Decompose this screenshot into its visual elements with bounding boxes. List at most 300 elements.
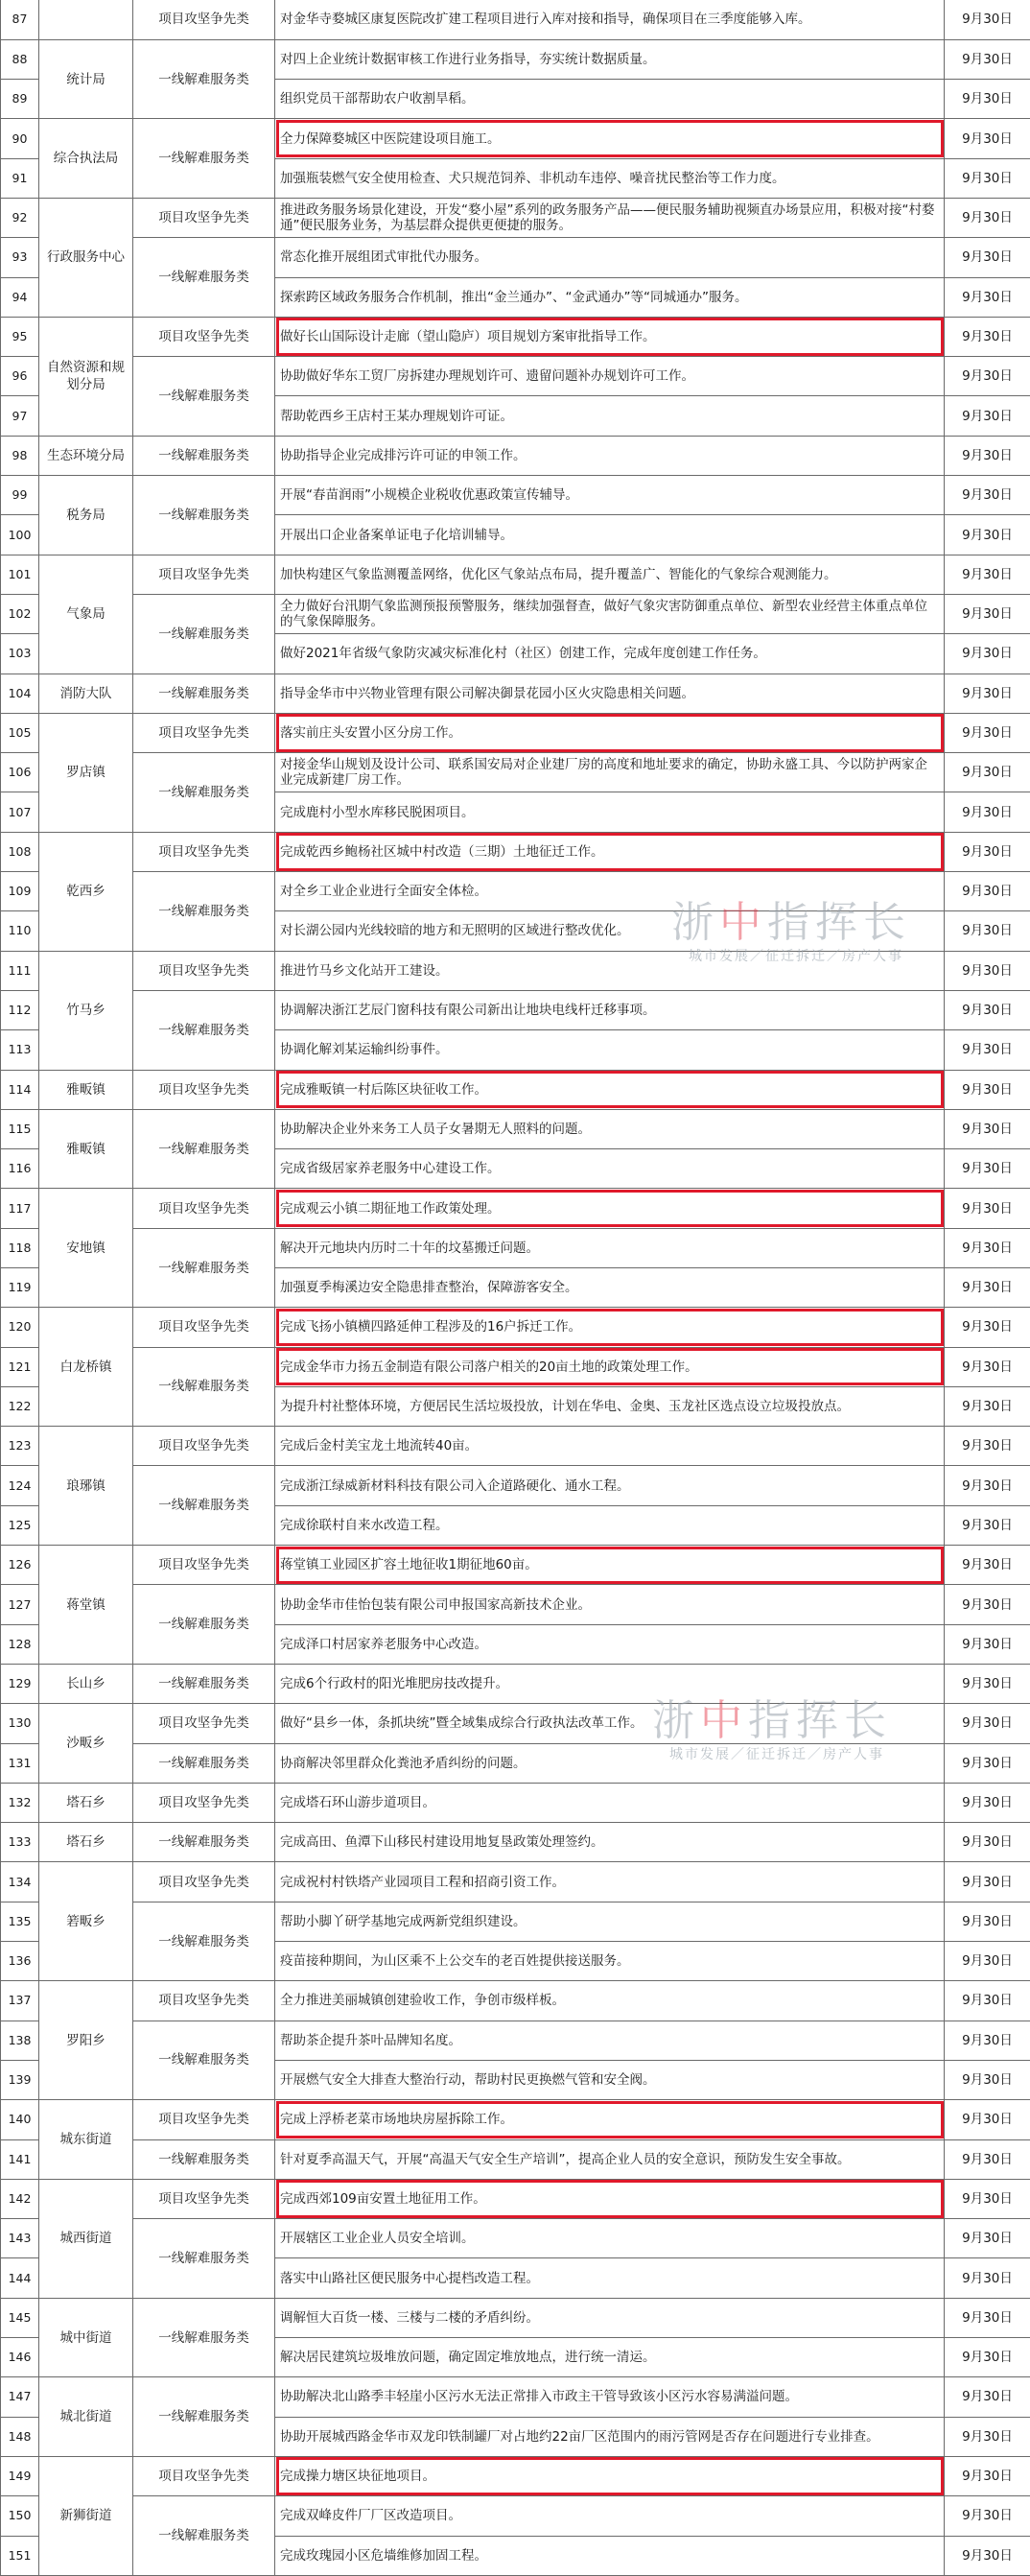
responsible-unit: 气象局 [39,555,133,674]
deadline-date: 9月30日 [945,2139,1030,2179]
task-description: 常态化推开展组团式审批代办服务。 [275,238,945,277]
row-number: 130 [1,1704,39,1743]
responsible-unit: 自然资源和规划分局 [39,317,133,436]
task-category: 一线解难服务类 [133,1743,275,1783]
responsible-unit: 城北街道 [39,2377,133,2457]
task-description: 完成玫瑰园小区危墙维修加固工程。 [275,2536,945,2575]
watermark-brand: 浙中指挥长 [671,898,911,947]
deadline-date: 9月30日 [945,1427,1030,1466]
deadline-date: 9月30日 [945,2338,1030,2377]
row-number: 124 [1,1466,39,1505]
task-description-highlighted: 蒋堂镇工业园区扩容土地征收1期征地60亩。 [275,1546,945,1585]
row-number: 143 [1,2219,39,2258]
task-category: 一线解难服务类 [133,1664,275,1703]
table-row [1,39,1030,79]
task-category: 一线解难服务类 [133,594,275,674]
row-number: 107 [1,792,39,832]
task-category: 一线解难服务类 [133,2139,275,2179]
task-category: 项目攻坚争先类 [133,2456,275,2495]
task-description: 为提升村社整体环境，方便居民生活垃圾投放，计划在华电、金奥、玉龙社区选点设立垃圾投放点。 [275,1386,945,1426]
task-description: 完成塔石环山游步道项目。 [275,1783,945,1822]
task-description-highlighted: 完成观云小镇二期征地工作政策处理。 [275,1189,945,1228]
task-description: 加强瓶装燃气安全使用检查、犬只规范饲养、非机动车违停、噪音扰民整治等工作力度。 [275,158,945,198]
task-description: 完成浙江绿威新材料科技有限公司入企道路硬化、通水工程。 [275,1466,945,1505]
task-table-body [1,0,1030,2575]
task-category: 一线解难服务类 [133,1823,275,1862]
deadline-date: 9月30日 [945,1070,1030,1109]
deadline-date: 9月30日 [945,1308,1030,1347]
task-description: 组织党员干部帮助农户收割旱稻。 [275,80,945,119]
deadline-date: 9月30日 [945,2496,1030,2536]
responsible-unit: 消防大队 [39,674,133,713]
table-row [1,436,1030,475]
deadline-date: 9月30日 [945,39,1030,79]
task-category: 一线解难服务类 [133,753,275,833]
deadline-date: 9月30日 [945,1664,1030,1703]
task-description-highlighted: 完成雅畈镇一村后陈区块征收工作。 [275,1070,945,1109]
deadline-date: 9月30日 [945,1981,1030,2021]
deadline-date: 9月30日 [945,2258,1030,2298]
deadline-date: 9月30日 [945,1546,1030,1585]
deadline-date: 9月30日 [945,951,1030,990]
task-description: 协助金华市佳怡包装有限公司申报国家高新技术企业。 [275,1585,945,1624]
table-row [1,1823,1030,1862]
deadline-date: 9月30日 [945,1624,1030,1664]
deadline-date: 9月30日 [945,674,1030,713]
task-category: 项目攻坚争先类 [133,1862,275,1902]
table-row [1,0,1030,39]
task-description: 对长湖公园内光线较暗的地方和无照明的区域进行整改优化。 [275,911,945,951]
deadline-date: 9月30日 [945,1466,1030,1505]
task-category: 一线解难服务类 [133,119,275,199]
task-category: 项目攻坚争先类 [133,555,275,594]
task-description: 完成鹿村小型水库移民脱困项目。 [275,792,945,832]
table-row [1,2496,1030,2536]
task-description: 完成双峰皮件厂厂区改造项目。 [275,2496,945,2536]
task-category: 项目攻坚争先类 [133,1981,275,2021]
task-description: 协调解决浙江艺辰门窗科技有限公司新出让地块电线杆迁移事项。 [275,990,945,1029]
table-row [1,2298,1030,2337]
table-row [1,594,1030,633]
row-number: 118 [1,1228,39,1267]
row-number: 97 [1,396,39,436]
task-description: 调解恒大百货一楼、三楼与二楼的矛盾纠纷。 [275,2298,945,2337]
row-number: 108 [1,832,39,871]
table-row [1,951,1030,990]
table-row [1,1743,1030,1783]
row-number: 126 [1,1546,39,1585]
task-category: 项目攻坚争先类 [133,198,275,237]
row-number: 134 [1,1862,39,1902]
responsible-unit: 罗阳乡 [39,1981,133,2100]
row-number: 93 [1,238,39,277]
task-description: 开展辖区工业企业人员安全培训。 [275,2219,945,2258]
table-row [1,1902,1030,1941]
deadline-date: 9月30日 [945,1189,1030,1228]
table-row [1,674,1030,713]
task-description: 全力推进美丽城镇创建验收工作，争创市级样板。 [275,1981,945,2021]
deadline-date: 9月30日 [945,317,1030,356]
task-category: 项目攻坚争先类 [133,1070,275,1109]
deadline-date: 9月30日 [945,792,1030,832]
row-number: 149 [1,2456,39,2495]
task-description: 帮助乾西乡王店村王某办理规划许可证。 [275,396,945,436]
deadline-date: 9月30日 [945,357,1030,396]
row-number: 125 [1,1505,39,1545]
task-category: 一线解难服务类 [133,476,275,555]
table-row [1,1546,1030,1585]
task-category: 一线解难服务类 [133,357,275,437]
table-row [1,1981,1030,2021]
row-number: 136 [1,1942,39,1981]
row-number: 128 [1,1624,39,1664]
task-description: 完成高田、鱼潭下山移民村建设用地复垦政策处理签约。 [275,1823,945,1862]
task-category: 项目攻坚争先类 [133,2100,275,2139]
table-row [1,2179,1030,2218]
task-description: 探索跨区域政务服务合作机制，推出“金兰通办”、“金武通办”等“同城通办”服务。 [275,277,945,317]
task-description: 推进竹马乡文化站开工建设。 [275,951,945,990]
deadline-date: 9月30日 [945,1030,1030,1070]
deadline-date: 9月30日 [945,436,1030,475]
table-row [1,1664,1030,1703]
responsible-unit: 新狮街道 [39,2456,133,2575]
task-description: 疫苗接种期间，为山区乘不上公交车的老百姓提供接送服务。 [275,1942,945,1981]
task-description-highlighted: 完成操力塘区块征地项目。 [275,2456,945,2495]
table-row [1,1585,1030,1624]
row-number: 146 [1,2338,39,2377]
task-description-highlighted: 完成西郊109亩安置土地征用工作。 [275,2179,945,2218]
task-description: 协助开展城西路金华市双龙印铁制罐厂对占地约22亩厂区范围内的雨污管网是否存在问题进行专业排查。 [275,2417,945,2456]
row-number: 92 [1,198,39,237]
row-number: 91 [1,158,39,198]
task-description: 完成泽口村居家养老服务中心改造。 [275,1624,945,1664]
responsible-unit: 白龙桥镇 [39,1308,133,1427]
task-category: 项目攻坚争先类 [133,951,275,990]
table-row [1,1704,1030,1743]
table-row [1,1228,1030,1267]
deadline-date: 9月30日 [945,634,1030,674]
task-category: 项目攻坚争先类 [133,1308,275,1347]
task-description: 加快构建区气象监测覆盖网络，优化区气象站点布局，提升覆盖广、智能化的气象综合观测能力。 [275,555,945,594]
table-row [1,1347,1030,1386]
responsible-unit: 综合执法局 [39,119,133,199]
table-row [1,990,1030,1029]
table-row [1,1783,1030,1822]
task-description: 协商解决邻里群众化粪池矛盾纠纷的问题。 [275,1743,945,1783]
task-category: 一线解难服务类 [133,1347,275,1427]
task-description-highlighted: 完成上浮桥老菜市场地块房屋拆除工作。 [275,2100,945,2139]
row-number: 87 [1,0,39,39]
task-category: 项目攻坚争先类 [133,832,275,871]
task-category: 一线解难服务类 [133,674,275,713]
deadline-date: 9月30日 [945,1704,1030,1743]
task-description: 协助做好华东工贸厂房拆建办理规划许可、遗留问题补办规划许可工作。 [275,357,945,396]
table-row [1,357,1030,396]
task-description: 完成祝村村铁塔产业园项目工程和招商引资工作。 [275,1862,945,1902]
row-number: 113 [1,1030,39,1070]
deadline-date: 9月30日 [945,872,1030,911]
task-category: 一线解难服务类 [133,238,275,318]
responsible-unit: 统计局 [39,39,133,119]
deadline-date: 9月30日 [945,476,1030,515]
task-description-highlighted: 完成金华市力扬五金制造有限公司落户相关的20亩土地的政策处理工作。 [275,1347,945,1386]
table-row [1,238,1030,277]
row-number: 119 [1,1268,39,1308]
row-number: 145 [1,2298,39,2337]
task-description: 开展燃气安全大排查大整治行动，帮助村民更换燃气管和安全阀。 [275,2060,945,2099]
task-description: 开展出口企业备案单证电子化培训辅导。 [275,515,945,555]
table-row [1,2219,1030,2258]
task-category: 一线解难服务类 [133,436,275,475]
deadline-date: 9月30日 [945,1149,1030,1189]
responsible-unit: 罗店镇 [39,713,133,832]
row-number: 112 [1,990,39,1029]
task-category: 一线解难服务类 [133,1109,275,1189]
watermark-tagline: 城市发展／征迁拆迁／房产人事 [669,1747,884,1762]
task-description: 对接金华山规划及设计公司、联系国安局对企业建厂房的高度和地址要求的确定，协助永盛工具、今以防护两家企业完成新建厂房工作。 [275,753,945,792]
responsible-unit: 城中街道 [39,2298,133,2377]
row-number: 114 [1,1070,39,1109]
row-number: 138 [1,2021,39,2060]
row-number: 110 [1,911,39,951]
table-row [1,832,1030,871]
row-number: 141 [1,2139,39,2179]
deadline-date: 9月30日 [945,990,1030,1029]
row-number: 95 [1,317,39,356]
task-description: 完成6个行政村的阳光堆肥房技改提升。 [275,1664,945,1703]
table-row [1,476,1030,515]
table-row [1,1070,1030,1109]
task-category: 一线解难服务类 [133,2021,275,2100]
deadline-date: 9月30日 [945,594,1030,633]
responsible-unit: 雅畈镇 [39,1109,133,1189]
task-category: 一线解难服务类 [133,39,275,119]
deadline-date: 9月30日 [945,1862,1030,1902]
task-description: 协调化解刘某运输纠纷事件。 [275,1030,945,1070]
task-description: 完成省级居家养老服务中心建设工作。 [275,1149,945,1189]
task-description: 解决居民建筑垃圾堆放问题，确定固定堆放地点，进行统一清运。 [275,2338,945,2377]
deadline-date: 9月30日 [945,1228,1030,1267]
deadline-date: 9月30日 [945,1505,1030,1545]
task-description: 针对夏季高温天气，开展“高温天气安全生产培训”，提高企业人员的安全意识，预防发生安全事故。 [275,2139,945,2179]
row-number: 101 [1,555,39,594]
responsible-unit: 生态环境分局 [39,436,133,475]
table-row [1,119,1030,158]
deadline-date: 9月30日 [945,911,1030,951]
table-row [1,1466,1030,1505]
row-number: 127 [1,1585,39,1624]
task-category: 项目攻坚争先类 [133,1783,275,1822]
deadline-date: 9月30日 [945,277,1030,317]
task-description-highlighted: 做好长山国际设计走廊（望山隐庐）项目规划方案审批指导工作。 [275,317,945,356]
row-number: 88 [1,39,39,79]
task-category: 项目攻坚争先类 [133,0,275,39]
responsible-unit: 行政服务中心 [39,198,133,317]
task-category: 一线解难服务类 [133,1585,275,1665]
task-category: 一线解难服务类 [133,872,275,952]
deadline-date: 9月30日 [945,1783,1030,1822]
row-number: 109 [1,872,39,911]
task-description: 帮助小脚丫研学基地完成两新党组织建设。 [275,1902,945,1941]
responsible-unit: 城西街道 [39,2179,133,2298]
row-number: 104 [1,674,39,713]
task-description: 协助指导企业完成排污许可证的申领工作。 [275,436,945,475]
deadline-date: 9月30日 [945,2536,1030,2575]
deadline-date: 9月30日 [945,2298,1030,2337]
task-category: 项目攻坚争先类 [133,2179,275,2218]
responsible-unit: 税务局 [39,476,133,555]
task-category: 一线解难服务类 [133,2219,275,2299]
task-category: 一线解难服务类 [133,1466,275,1546]
row-number: 103 [1,634,39,674]
responsible-unit: 雅畈镇 [39,1070,133,1109]
deadline-date: 9月30日 [945,158,1030,198]
row-number: 120 [1,1308,39,1347]
task-category: 一线解难服务类 [133,990,275,1070]
deadline-date: 9月30日 [945,2100,1030,2139]
deadline-date: 9月30日 [945,2021,1030,2060]
row-number: 102 [1,594,39,633]
row-number: 132 [1,1783,39,1822]
responsible-unit [39,0,133,39]
deadline-date: 9月30日 [945,753,1030,792]
responsible-unit: 蒋堂镇 [39,1546,133,1665]
task-category: 一线解难服务类 [133,2496,275,2576]
deadline-date: 9月30日 [945,1386,1030,1426]
responsible-unit: 城东街道 [39,2100,133,2180]
deadline-date: 9月30日 [945,1109,1030,1148]
task-description: 完成后金村美宝龙土地流转40亩。 [275,1427,945,1466]
responsible-unit: 沙畈乡 [39,1704,133,1784]
deadline-date: 9月30日 [945,2417,1030,2456]
row-number: 135 [1,1902,39,1941]
row-number: 115 [1,1109,39,1148]
deadline-date: 9月30日 [945,0,1030,39]
task-category: 一线解难服务类 [133,2298,275,2377]
task-description: 完成徐联村自来水改造工程。 [275,1505,945,1545]
deadline-date: 9月30日 [945,2377,1030,2417]
row-number: 129 [1,1664,39,1703]
responsible-unit: 长山乡 [39,1664,133,1703]
row-number: 122 [1,1386,39,1426]
deadline-date: 9月30日 [945,1823,1030,1862]
task-category: 项目攻坚争先类 [133,317,275,356]
row-number: 94 [1,277,39,317]
deadline-date: 9月30日 [945,119,1030,158]
task-description: 对全乡工业企业进行全面安全体检。 [275,872,945,911]
deadline-date: 9月30日 [945,2456,1030,2495]
table-row [1,2377,1030,2417]
deadline-date: 9月30日 [945,2060,1030,2099]
task-description: 协助解决企业外来务工人员子女暑期无人照料的问题。 [275,1109,945,1148]
row-number: 131 [1,1743,39,1783]
row-number: 139 [1,2060,39,2099]
deadline-date: 9月30日 [945,198,1030,237]
responsible-unit: 竹马乡 [39,951,133,1070]
table-row [1,753,1030,792]
row-number: 142 [1,2179,39,2218]
watermark-brand: 浙中指挥长 [652,1696,892,1745]
row-number: 121 [1,1347,39,1386]
task-category: 一线解难服务类 [133,1228,275,1308]
deadline-date: 9月30日 [945,2219,1030,2258]
responsible-unit: 安地镇 [39,1189,133,1308]
row-number: 140 [1,2100,39,2139]
table-row [1,1862,1030,1902]
deadline-date: 9月30日 [945,1585,1030,1624]
table-row [1,1189,1030,1228]
deadline-date: 9月30日 [945,1902,1030,1941]
row-number: 105 [1,713,39,752]
deadline-date: 9月30日 [945,2179,1030,2218]
task-description: 做好“县乡一体，条抓块统”暨全域集成综合行政执法改革工作。 [275,1704,945,1743]
task-category: 项目攻坚争先类 [133,1704,275,1743]
table-row [1,2100,1030,2139]
deadline-date: 9月30日 [945,832,1030,871]
row-number: 116 [1,1149,39,1189]
deadline-date: 9月30日 [945,1743,1030,1783]
task-description-highlighted: 落实前庄头安置小区分房工作。 [275,713,945,752]
task-description-highlighted: 完成飞扬小镇横四路延伸工程涉及的16户拆迁工作。 [275,1308,945,1347]
task-description: 协助解决北山路季丰轻崖小区污水无法正常排入市政主干管导致该小区污水容易满溢问题。 [275,2377,945,2417]
responsible-unit: 乾西乡 [39,832,133,951]
task-description: 解决开元地块内历时二十年的坟墓搬迁问题。 [275,1228,945,1267]
deadline-date: 9月30日 [945,396,1030,436]
table-row [1,1308,1030,1347]
task-category: 项目攻坚争先类 [133,1546,275,1585]
row-number: 90 [1,119,39,158]
row-number: 96 [1,357,39,396]
row-number: 144 [1,2258,39,2298]
responsible-unit: 箬畈乡 [39,1862,133,1981]
table-row [1,713,1030,752]
task-description-highlighted: 完成乾西乡鲍杨社区城中村改造（三期）土地征迁工作。 [275,832,945,871]
task-description: 开展“春苗润雨”小规模企业税收优惠政策宣传辅导。 [275,476,945,515]
responsible-unit: 塔石乡 [39,1823,133,1862]
table-row [1,1109,1030,1148]
task-category: 一线解难服务类 [133,2377,275,2457]
row-number: 111 [1,951,39,990]
deadline-date: 9月30日 [945,1942,1030,1981]
deadline-date: 9月30日 [945,80,1030,119]
task-description: 对金华寺婺城区康复医院改扩建工程项目进行入库对接和指导，确保项目在三季度能够入库。 [275,0,945,39]
table-row [1,1427,1030,1466]
row-number: 147 [1,2377,39,2417]
deadline-date: 9月30日 [945,1347,1030,1386]
task-description: 落实中山路社区便民服务中心提档改造工程。 [275,2258,945,2298]
table-row [1,872,1030,911]
row-number: 106 [1,753,39,792]
task-description-highlighted: 全力保障婺城区中医院建设项目施工。 [275,119,945,158]
task-description: 指导金华市中兴物业管理有限公司解决御景花园小区火灾隐患相关问题。 [275,674,945,713]
task-category: 一线解难服务类 [133,1902,275,1981]
watermark-tagline: 城市发展／征迁拆迁／房产人事 [689,949,903,964]
deadline-date: 9月30日 [945,515,1030,555]
row-number: 137 [1,1981,39,2021]
row-number: 151 [1,2536,39,2575]
responsible-unit: 塔石乡 [39,1783,133,1822]
task-description: 加强夏季梅溪边安全隐患排查整治，保障游客安全。 [275,1268,945,1308]
table-row [1,198,1030,237]
table-row [1,317,1030,356]
row-number: 150 [1,2496,39,2536]
task-category: 项目攻坚争先类 [133,1189,275,1228]
table-row [1,2456,1030,2495]
row-number: 123 [1,1427,39,1466]
task-description: 对四上企业统计数据审核工作进行业务指导，夯实统计数据质量。 [275,39,945,79]
row-number: 117 [1,1189,39,1228]
task-description: 帮助茶企提升茶叶品牌知名度。 [275,2021,945,2060]
